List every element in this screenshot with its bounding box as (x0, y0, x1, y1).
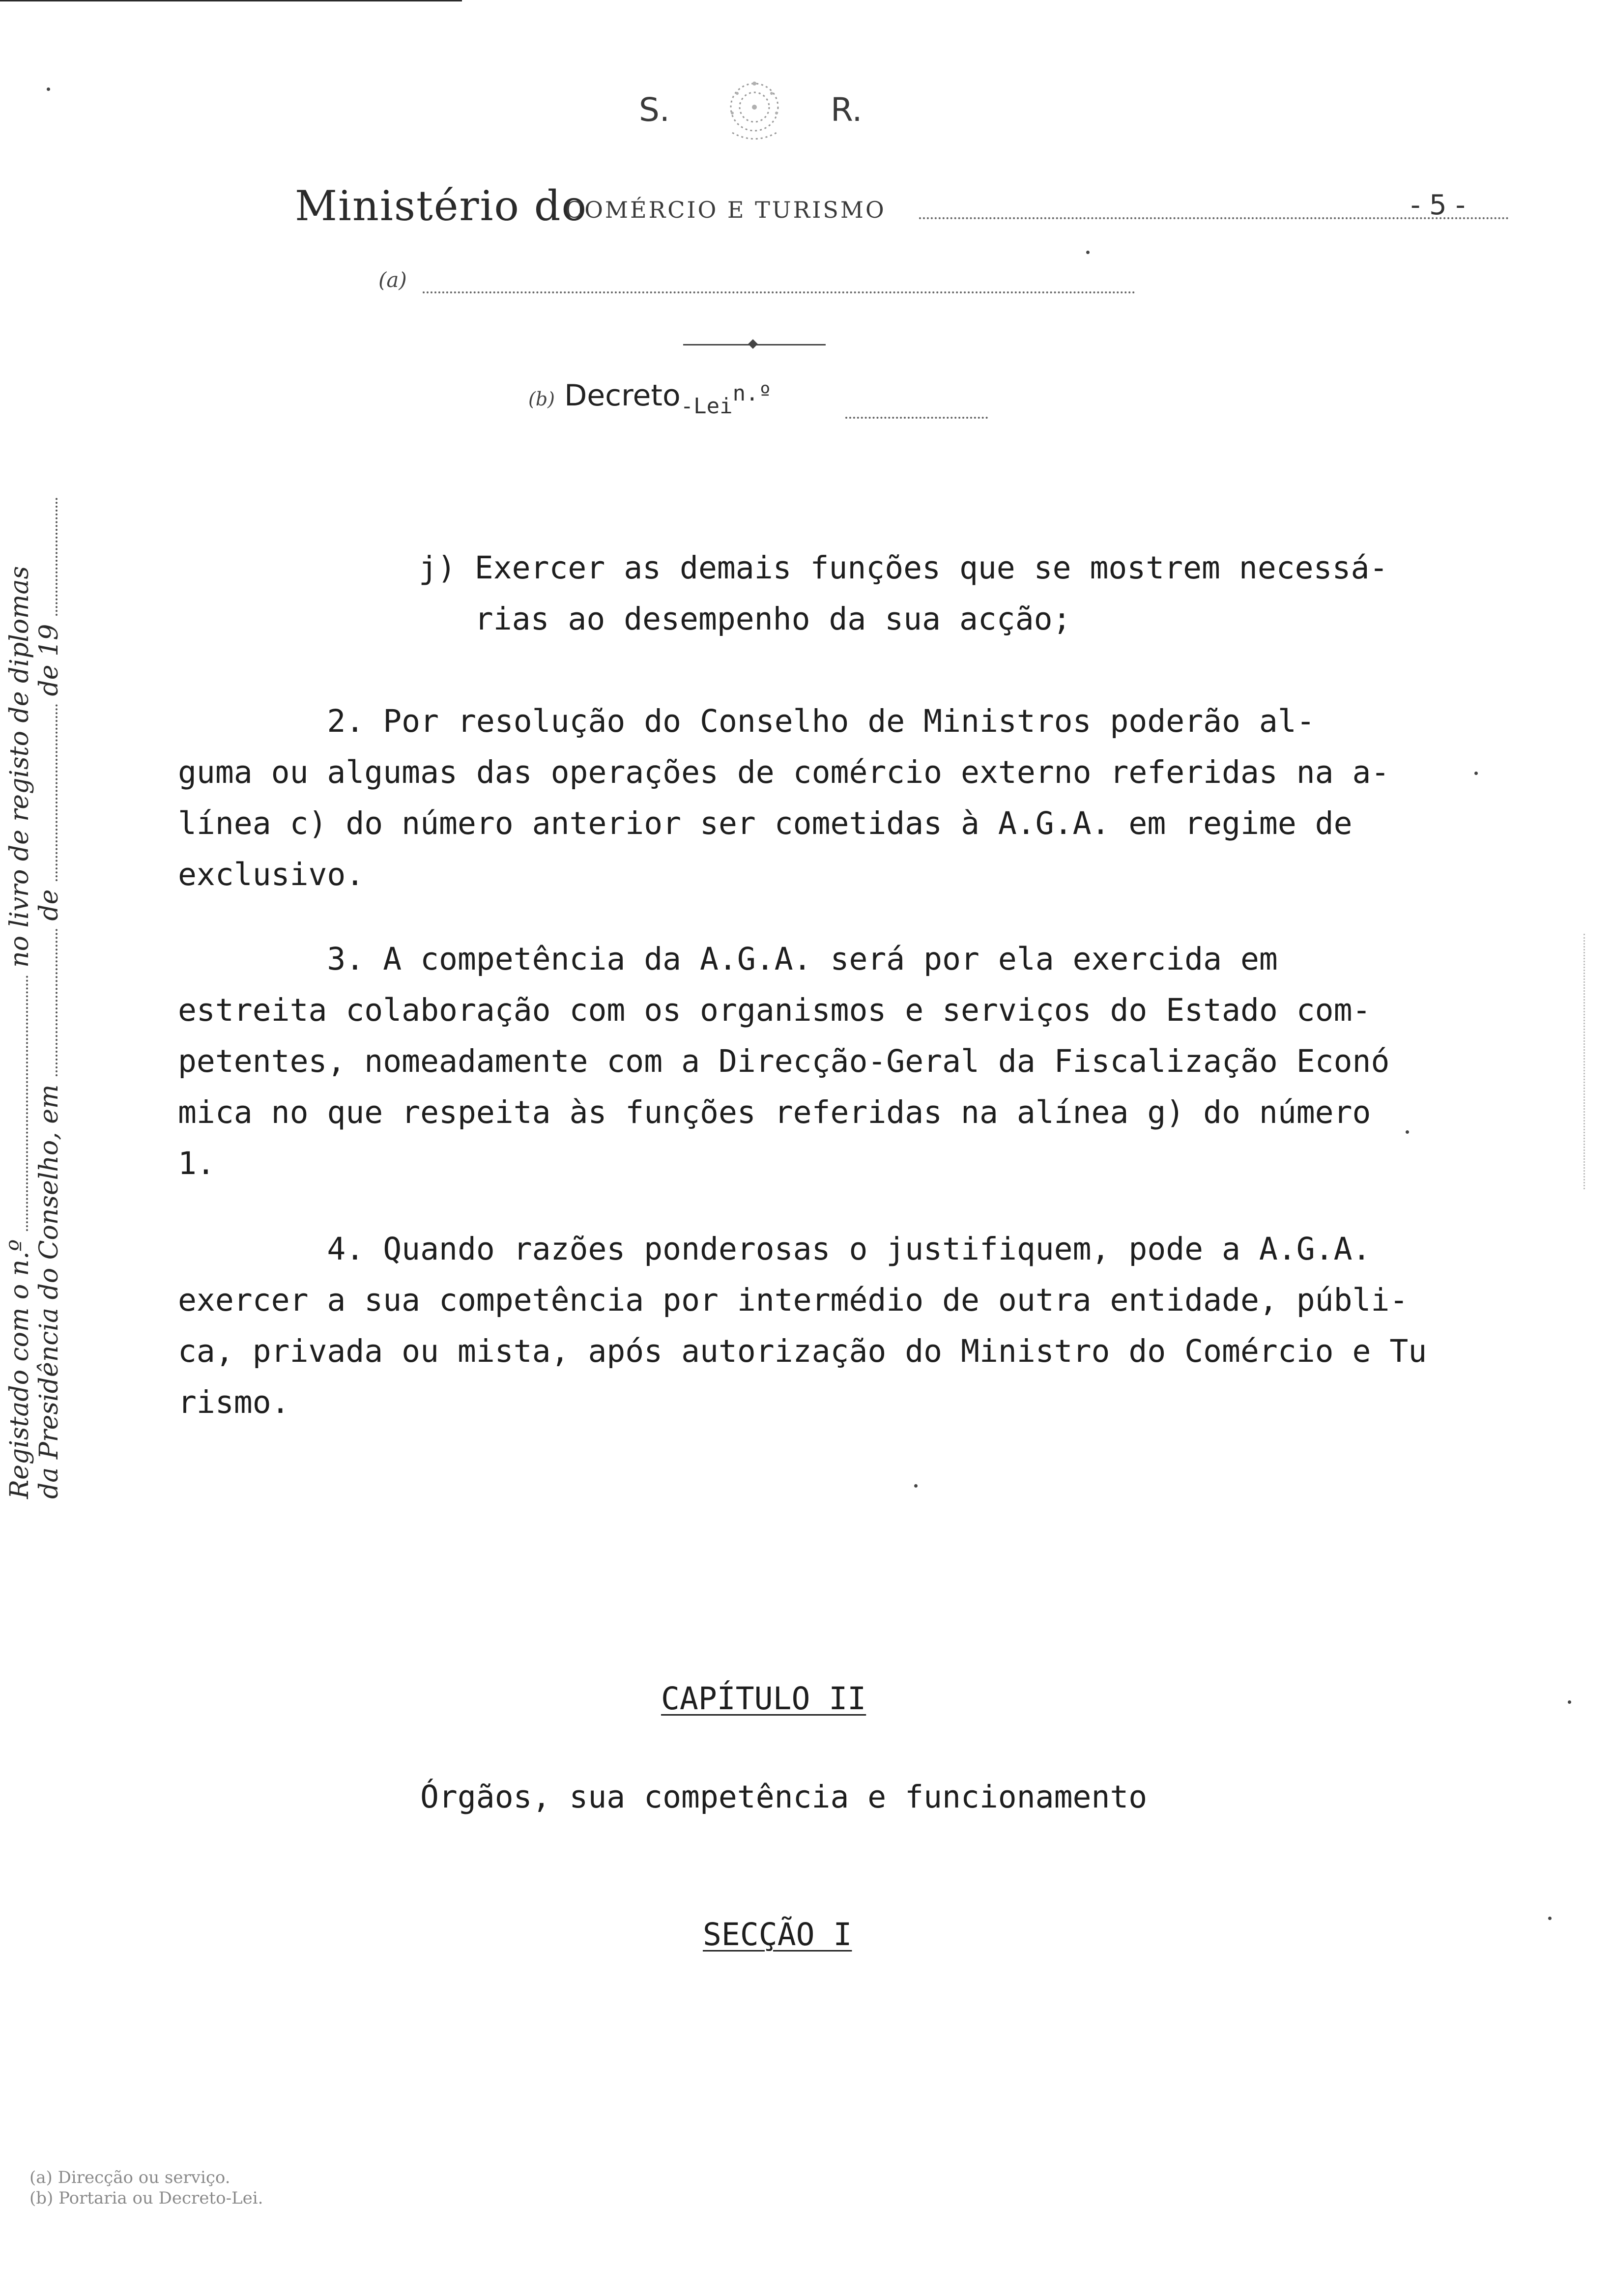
item-j-line-1: j) Exercer as demais funções que se mostrem necessá- (419, 550, 1388, 586)
decree-fill-line (845, 417, 988, 419)
scan-speck (1568, 1700, 1571, 1704)
top-edge-rule (0, 0, 462, 1)
para2-line-2: guma ou algumas das operações de comércio externo referidas na a- (178, 754, 1390, 790)
seal-letter-left: S. (639, 91, 670, 129)
decree-line (528, 378, 1020, 423)
registration-fill-4 (56, 498, 58, 616)
para2-line-1: 2. Por resolução do Conselho de Ministros poderão al- (178, 703, 1315, 739)
scan-speck (1406, 1130, 1409, 1134)
para4-line-4: rismo. (178, 1384, 290, 1420)
registration-fill-1 (26, 976, 28, 1231)
registration-line-2 (34, 498, 64, 1499)
registration-note (5, 25, 64, 1499)
registration-fill-3 (56, 704, 58, 881)
registration-text-2b: de (34, 889, 64, 921)
para4-line-1: 4. Quando razões ponderosas o justifiquem, pode a A.G.A. (178, 1231, 1371, 1267)
scan-speck (914, 1484, 918, 1488)
service-label: (a) (378, 268, 407, 292)
section-heading: SECÇÃO I (703, 1917, 852, 1952)
item-j-line-2: rias ao desempenho da sua acção; (419, 601, 1071, 637)
page-number: - 5 - (1410, 189, 1466, 221)
registration-fill-2 (56, 929, 58, 1076)
footnote-b: (b) Portaria ou Decreto-Lei. (29, 2188, 263, 2208)
para2-line-3: línea c) do número anterior ser cometidas à A.G.A. em regime de (178, 805, 1353, 841)
service-line (315, 268, 1150, 302)
scan-speck (1474, 772, 1478, 775)
chapter-title: Órgãos, sua competência e funcionamento (420, 1779, 1148, 1815)
decree-note-marker: (b) (528, 388, 555, 410)
scan-speck (1086, 251, 1090, 254)
registration-text-2a: da Presidência do Conselho, em (34, 1084, 64, 1499)
para3-line-3: petentes, nomeadamente com a Direcção-Geral da Fiscalização Econó (178, 1043, 1390, 1079)
seal-letter-right: R. (831, 91, 863, 129)
registration-text-2c: de 19 (34, 624, 64, 696)
scan-edge-marks (1583, 934, 1586, 1189)
ministry-label: Ministério do (295, 182, 588, 230)
para3-line-4: mica no que respeita às funções referidas na alínea g) do número (178, 1094, 1371, 1130)
chapter-heading: CAPÍTULO II (661, 1681, 866, 1717)
decree-number-label: n.º (732, 381, 772, 406)
ministry-name: COMÉRCIO E TURISMO (565, 197, 886, 223)
scan-speck (1548, 1917, 1552, 1920)
form-footnotes (29, 2167, 472, 2266)
state-seal (634, 74, 880, 147)
para3-line-1: 3. A competência da A.G.A. será por ela exercida em (178, 941, 1278, 977)
scan-speck (47, 87, 50, 91)
decree-label: Decreto (564, 378, 681, 413)
footnote-a: (a) Direcção ou serviço. (29, 2168, 230, 2187)
para4-line-2: exercer a sua competência por intermédio de outra entidade, públi- (178, 1282, 1409, 1318)
ornament-diamond-icon (748, 339, 758, 349)
registration-text-1b: no livro de registo de diplomas (5, 566, 34, 968)
service-fill-line (423, 291, 1135, 293)
para3-line-5: 1. (178, 1146, 215, 1181)
para4-line-3: ca, privada ou mista, após autorização do Ministro do Comércio e Tu (178, 1333, 1427, 1369)
registration-line-1 (5, 566, 34, 1499)
republic-emblem-icon (703, 74, 806, 147)
para3-line-2: estreita colaboração com os organismos e serviços do Estado com- (178, 992, 1371, 1028)
para2-line-4: exclusivo. (178, 857, 365, 892)
registration-text-1a: Registado com o n.º (5, 1239, 34, 1499)
decree-lei-label: -Lei (680, 394, 733, 419)
ministry-line (290, 182, 1224, 236)
